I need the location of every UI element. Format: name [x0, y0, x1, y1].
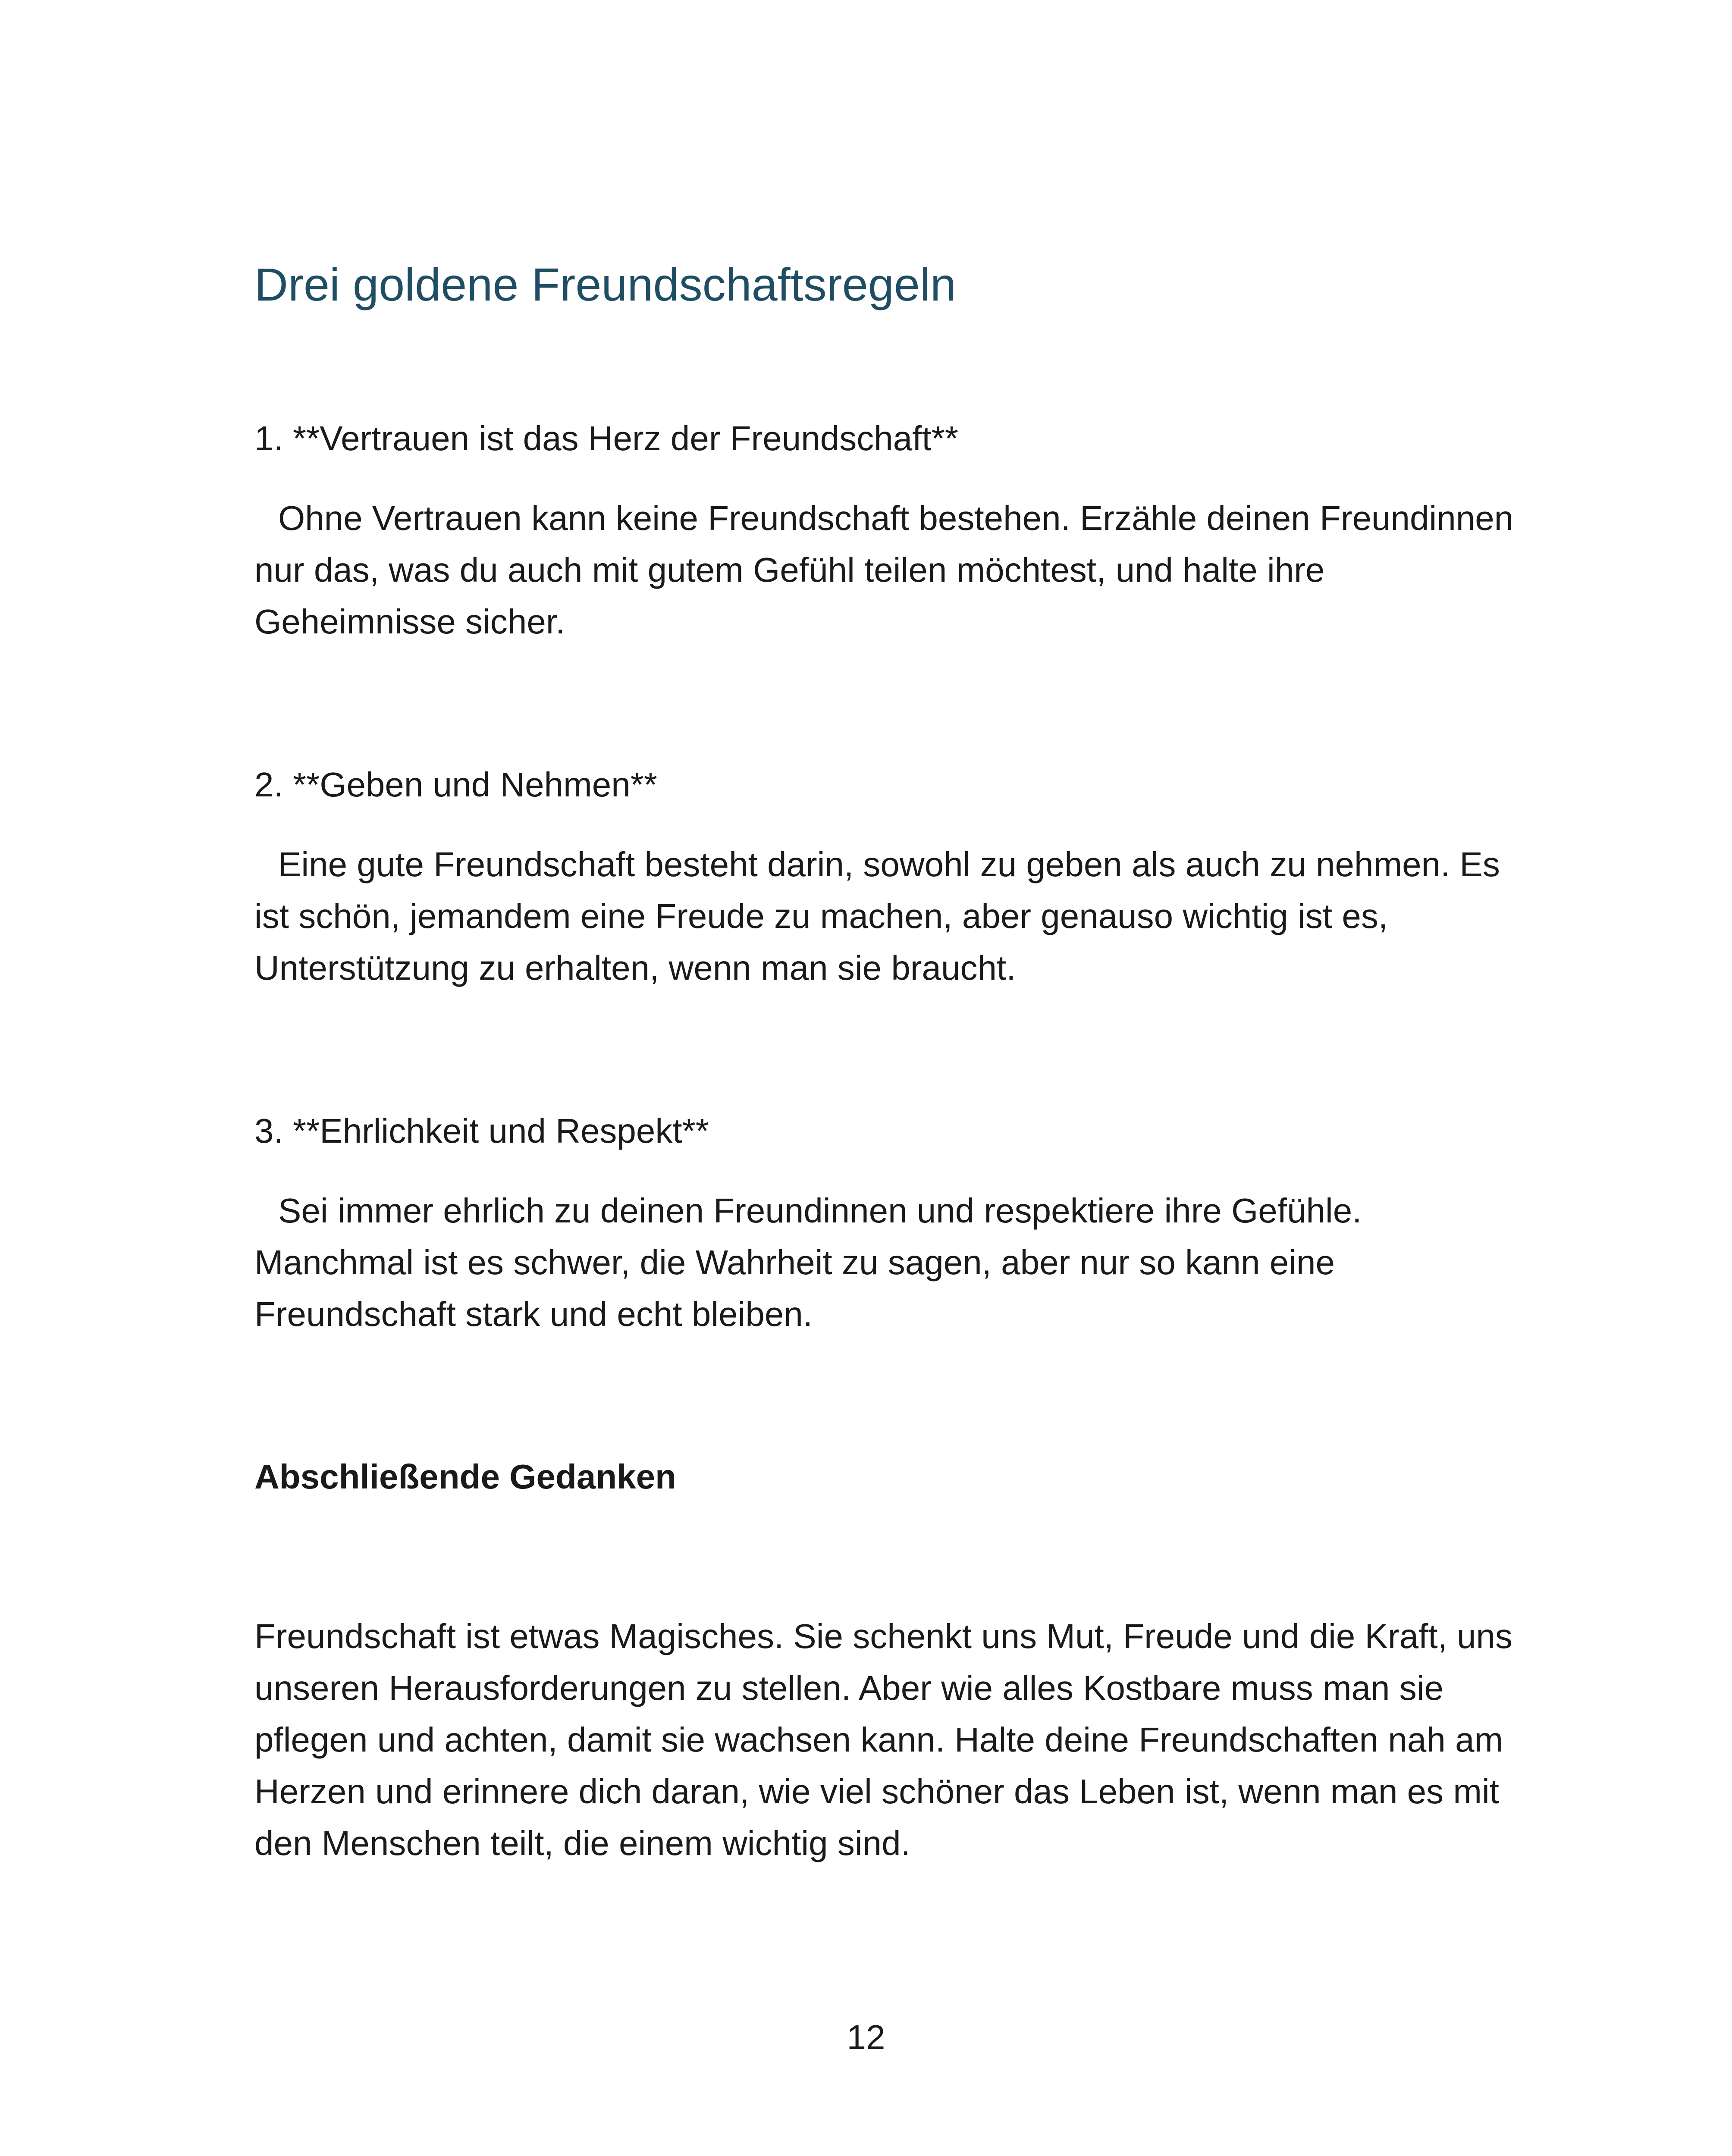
rule-3-heading: 3. **Ehrlichkeit und Respekt** [254, 1112, 709, 1150]
page-number: 12 [847, 2018, 885, 2056]
page-title: Drei goldene Freundschaftsregeln [254, 258, 956, 310]
rule-3-body: Sei immer ehrlich zu deinen Freundinnen und respektiere ihre Gefühle. Manchmal ist es schwer, die Wahrheit zu sagen, aber nur so kann eine Freundschaft stark und echt bleiben. [254, 1191, 1362, 1333]
rule-2-body: Eine gute Freundschaft besteht darin, sowohl zu geben als auch zu nehmen. Es ist schön, jemandem eine Freude zu machen, aber genauso wichtig ist es, Unterstützung zu erhalten, wenn man sie braucht. [254, 845, 1500, 987]
closing-heading: Abschließende Gedanken [254, 1457, 677, 1496]
rule-1-heading: 1. **Vertrauen ist das Herz der Freundschaft** [254, 419, 958, 458]
rule-2-heading: 2. **Geben und Nehmen** [254, 765, 657, 804]
rule-1-body: Ohne Vertrauen kann keine Freundschaft bestehen. Erzähle deinen Freundinnen nur das, was du auch mit gutem Gefühl teilen möchtest, und halte ihre Geheimnisse sicher. [254, 499, 1514, 641]
closing-paragraph: Freundschaft ist etwas Magisches. Sie schenkt uns Mut, Freude und die Kraft, uns unseren Herausforderungen zu stellen. Aber wie alles Kostbare muss man sie pflegen und achten, damit sie wachsen kann. Halte deine Freundschaften nah am Herzen und erinnere dich daran, wie viel schöner das Leben ist, wenn man es mit den Menschen teilt, die einem wichtig sind. [254, 1617, 1512, 1862]
